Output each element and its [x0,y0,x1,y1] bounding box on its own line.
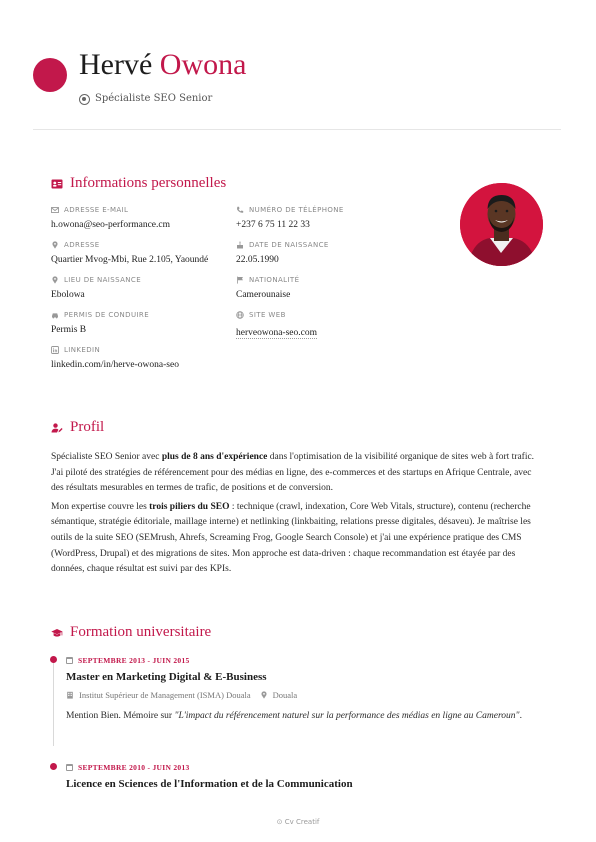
section-title-personal [51,175,226,192]
profile-paragraph-1: Spécialiste SEO Senior avec plus de 8 ans d'expérience dans l'optimisation de la visibilité organique de sites web à fort trafic. J'ai piloté des stratégies de référencement pour des médias en ligne, des e-commerces et des startups en Afrique Centrale, avec des résultats mesurables en termes de trafic, de positions et de conversion. [51,452,535,494]
phone-icon [236,206,244,214]
info-nationality-value: Camerounaise [236,290,291,300]
timeline-dot [50,763,57,770]
job-title-text: Spécialiste SEO Senior [95,93,213,104]
info-email-label: ADRESSE E-MAIL [64,206,129,214]
profile-highlight-pillars: trois piliers du SEO [149,501,230,512]
info-website [236,310,317,339]
header-divider [33,129,561,130]
info-phone [236,205,344,230]
cake-icon [236,241,244,249]
job-title [79,92,212,106]
info-website-label: SITE WEB [249,311,286,319]
education-dates [66,656,190,665]
info-phone-label: NUMÉRO DE TÉLÉPHONE [249,206,344,214]
section-title-profile [51,419,104,436]
info-birth-date [236,240,329,265]
section-title-profile-text: Profil [70,419,105,435]
info-linkedin [51,345,179,370]
profile-highlight-experience: plus de 8 ans d'expérience [161,452,268,462]
calendar-icon [66,764,73,771]
section-title-education [51,624,211,641]
info-license-label: PERMIS DE CONDUIRE [64,311,150,319]
education-degree: Licence en Sciences de l'Information et de la Communication [66,778,353,790]
thesis-title: "L'impact du référencement naturel sur la performance des médias en ligne au Cameroun" [174,711,520,721]
education-dates-text: SEPTEMBRE 2013 - JUIN 2015 [78,656,190,665]
info-address [51,240,208,265]
map-pin-icon [51,276,59,284]
info-birth-date-label: DATE DE NAISSANCE [249,241,329,249]
map-pin-icon [260,691,268,699]
candidate-name [79,46,246,84]
timeline-dot [50,656,57,663]
info-address-label: ADRESSE [64,241,100,249]
linkedin-link[interactable]: linkedin.com/in/herve-owona-seo [51,360,179,370]
info-birth-place [51,275,141,300]
timeline-line [53,660,54,746]
education-dates [66,763,190,772]
education-description: Mention Bien. Mémoire sur "L'impact du référencement naturel sur la performance des médias en ligne au Cameroun". [66,711,522,721]
car-icon [51,311,59,319]
section-title-education-text: Formation universitaire [70,624,212,640]
info-linkedin-label: LINKEDIN [64,346,101,354]
globe-icon [236,311,244,319]
education-degree: Master en Marketing Digital & E-Business [66,671,267,683]
info-phone-value[interactable]: +237 6 75 11 22 33 [236,220,310,230]
calendar-icon [66,657,73,664]
info-birth-date-value: 22.05.1990 [236,255,279,265]
header-accent-dot [33,58,67,92]
last-name: Owona [159,48,247,81]
education-dates-text: SEPTEMBRE 2010 - JUIN 2013 [78,763,190,772]
info-email [51,205,170,230]
footer-credit: ⊙ Cv Creatif [276,818,320,826]
portrait-illustration [460,183,543,266]
info-license [51,310,149,335]
user-edit-icon [51,423,63,433]
profile-photo [460,183,543,266]
building-icon [66,691,74,699]
info-nationality-label: NATIONALITÉ [249,276,300,284]
info-address-value: Quartier Mvog-Mbi, Rue 2.105, Yaoundé [51,255,209,265]
profile-paragraph-2: Mon expertise couvre les trois piliers du SEO : technique (crawl, indexation, Core Web Vitals, structure), contenu (recherche sémantique, stratégie éditoriale, maillage interne) et netlinking (linkbaiting, relations presse digitales, désaveu). Je maîtrise les outils de la suite SEO (SEMrush, Ahrefs, Screaming Frog, Google Search Console) et j'ai une expérience pratique des CMS (WordPress, Drupal) et des migrations de sites. Mon approche est data-driven : chaque recommandation est étayée par des données, chaque résultat est suivi par des KPIs. [51,501,531,575]
first-name: Hervé [79,48,153,81]
map-pin-icon [51,241,59,249]
education-city: Douala [272,690,298,700]
website-link[interactable]: herveowona-seo.com [236,328,317,338]
info-birth-place-label: LIEU DE NAISSANCE [64,276,142,284]
info-nationality [236,275,299,300]
id-card-icon [51,179,63,189]
flag-icon [236,276,244,284]
education-meta [66,690,297,700]
linkedin-icon [51,346,59,354]
graduation-cap-icon [51,628,63,638]
info-birth-place-value: Ebolowa [51,290,85,300]
envelope-icon [51,206,59,214]
profile-summary [51,450,545,578]
info-license-value: Permis B [51,325,87,335]
target-icon [79,94,90,105]
education-school: Institut Supérieur de Management (ISMA) Douala [79,690,251,700]
info-email-value[interactable]: h.owona@seo-performance.cm [51,220,171,230]
section-title-personal-text: Informations personnelles [70,175,227,191]
